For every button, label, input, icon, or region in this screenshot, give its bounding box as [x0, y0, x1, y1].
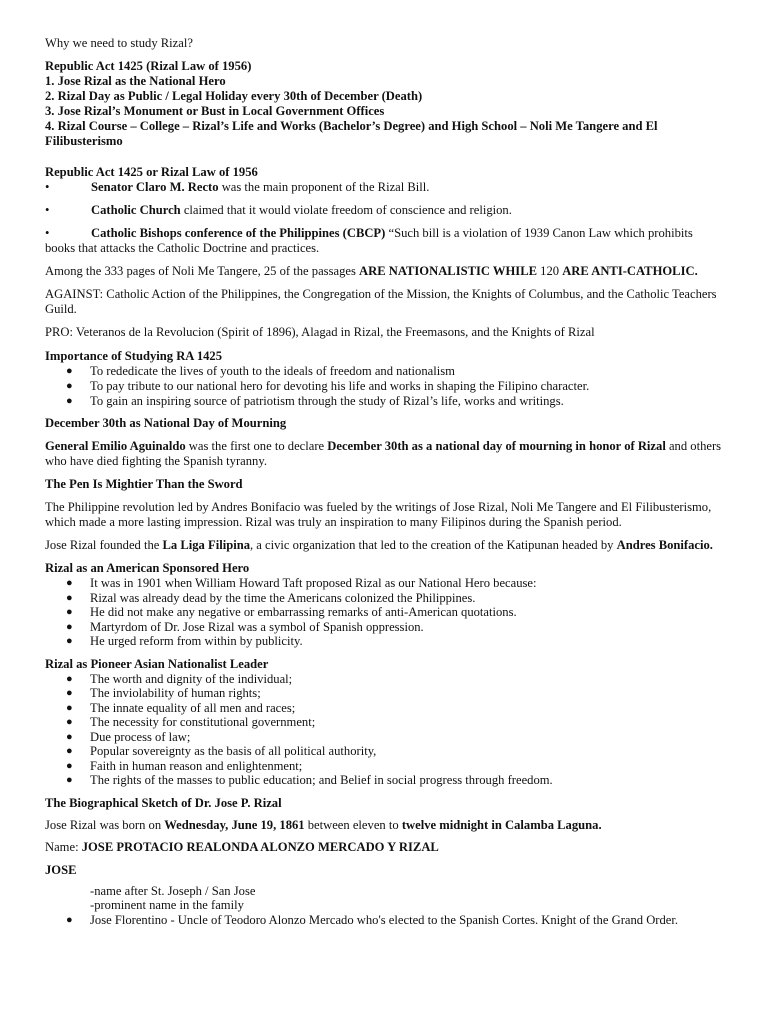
cbcp-line — [45, 226, 725, 256]
recto-line — [45, 180, 725, 195]
noli-pages-para — [45, 264, 725, 279]
list-item-text: The necessity for constitutional government; — [90, 715, 316, 729]
pen-para: The Philippine revolution led by Andres Bonifacio was fueled by the writings of Jose Rizal, Noli Me Tangere and El Filibusterismo, which made a more lasting impression. Rizal was truly an inspiration to many Filipinos during the Spanish period. — [45, 500, 712, 529]
noli-pages-bold-1: ARE NATIONALISTIC WHILE — [359, 264, 538, 278]
list-item — [45, 364, 725, 379]
bullet-icon: ● — [66, 774, 73, 786]
list-item-text: He did not make any negative or embarrassing remarks of anti-American quotations. — [90, 605, 517, 619]
list-item — [45, 620, 725, 635]
list-item — [45, 744, 725, 759]
bullet-icon: ● — [66, 730, 73, 743]
list-item-text: Rizal was already dead by the time the Americans colonized the Philippines. — [90, 590, 476, 605]
list-item — [45, 686, 725, 701]
bullet-icon: ● — [66, 606, 73, 618]
list-item — [45, 730, 725, 745]
list-item — [45, 913, 725, 928]
bullet-icon: ● — [66, 716, 73, 728]
bullet-icon: ● — [66, 620, 73, 633]
liga-mid: , a civic organization that led to the creation of the Katipunan headed by — [250, 538, 617, 552]
cbcp-name: Catholic Bishops conference of the Philippines (CBCP) — [91, 226, 386, 240]
bullet-icon: ● — [66, 745, 73, 757]
mourning-bold: December 30th as a national day of mourning in honor of Rizal — [327, 439, 666, 453]
asian-list — [45, 672, 725, 788]
liga-para — [45, 538, 725, 553]
recto-name: Senator Claro M. Recto — [91, 180, 219, 194]
against-para: AGAINST: Catholic Action of the Philippines, the Congregation of the Mission, the Knights of Columbus, and the Catholic Teachers Guild. — [45, 287, 717, 316]
church-line — [45, 203, 725, 218]
aguinaldo-name: General Emilio Aguinaldo — [45, 439, 186, 453]
bullet-mark: • — [45, 203, 50, 217]
mourning-text: was the first one to declare — [185, 439, 328, 453]
ra-provisions-list — [45, 74, 725, 149]
bullet-mark: • — [45, 226, 50, 240]
bullet-icon: ● — [66, 913, 73, 926]
importance-list — [45, 364, 725, 409]
bullet-icon: ● — [66, 687, 73, 699]
importance-heading: Importance of Studying RA 1425 — [45, 349, 223, 363]
list-item-text: Martyrdom of Dr. Jose Rizal was a symbol of Spanish oppression. — [90, 619, 424, 634]
list-item — [45, 576, 725, 591]
list-item — [45, 379, 725, 394]
list-item-text: He urged reform from within by publicity. — [90, 634, 303, 648]
list-item-text: The rights of the masses to public education; and Belief in social progress through freedom. — [90, 773, 553, 787]
bullet-mark: • — [45, 180, 50, 194]
list-item — [45, 701, 725, 716]
cbcp-text: “Such bill is a violation of 1939 Canon Law which prohibits books that attacks the Catholic Doctrine and practices. — [45, 226, 693, 255]
list-item — [45, 773, 725, 788]
list-item — [45, 394, 725, 409]
noli-pages-count: 120 — [537, 264, 563, 278]
bullet-icon: ● — [66, 591, 73, 604]
mourning-para — [45, 439, 725, 469]
ra-provision-2: 2. Rizal Day as Public / Legal Holiday every 30th of December (Death) — [45, 89, 423, 103]
document-page — [45, 36, 725, 927]
liga-text: Jose Rizal founded the — [45, 538, 163, 552]
born-text: Jose Rizal was born on — [45, 817, 165, 832]
american-list — [45, 576, 725, 649]
jose-list — [45, 913, 725, 928]
church-text: claimed that it would violate freedom of conscience and religion. — [180, 203, 512, 217]
list-item-text: It was in 1901 when William Howard Taft proposed Rizal as our National Hero because: — [90, 576, 537, 590]
born-place: twelve midnight in Calamba Laguna. — [401, 817, 602, 832]
jose-note-1: -name after St. Joseph / San Jose — [90, 883, 256, 898]
bullet-icon: ● — [66, 701, 73, 714]
noli-pages-bold-2: ARE ANTI-CATHOLIC. — [562, 264, 698, 278]
list-item — [45, 759, 725, 774]
list-item-text: Due process of law; — [90, 729, 191, 744]
name-line — [45, 840, 725, 855]
list-item-text: Faith in human reason and enlightenment; — [90, 758, 303, 773]
bullet-icon: ● — [66, 672, 73, 685]
pen-heading: The Pen Is Mightier Than the Sword — [45, 477, 243, 491]
bullet-icon: ● — [66, 365, 73, 377]
bio-heading: The Biographical Sketch of Dr. Jose P. Rizal — [45, 795, 282, 810]
list-item-text: To rededicate the lives of youth to the ideals of freedom and nationalism — [90, 364, 455, 378]
list-item — [45, 715, 725, 730]
full-name: JOSE PROTACIO REALONDA ALONZO MERCADO Y RIZAL — [81, 839, 439, 854]
noli-pages-text: Among the 333 pages of Noli Me Tangere, 25 of the passages — [45, 264, 360, 278]
bullet-icon: ● — [66, 635, 73, 647]
ra-provision-1: 1. Jose Rizal as the National Hero — [45, 74, 226, 88]
church-name: Catholic Church — [91, 203, 181, 217]
list-item — [45, 605, 725, 620]
mourning-heading: December 30th as National Day of Mourning — [45, 416, 287, 430]
list-item-text: The worth and dignity of the individual; — [90, 671, 293, 686]
pro-para: PRO: Veteranos de la Revolucion (Spirit of 1896), Alagad in Rizal, the Freemasons, and the Knights of Rizal — [45, 325, 595, 339]
bullet-icon: ● — [66, 577, 73, 589]
name-label: Name: — [45, 839, 82, 854]
american-heading: Rizal as an American Sponsored Hero — [45, 561, 250, 575]
bullet-icon: ● — [66, 380, 73, 392]
ra-provision-4: 4. Rizal Course – College – Rizal’s Life and Works (Bachelor’s Degree) and High School – Noli Me Tangere and El Filibusterismo — [45, 119, 658, 148]
bullet-icon: ● — [66, 395, 73, 407]
recto-text: was the main proponent of the Rizal Bill. — [218, 180, 430, 194]
born-mid: between eleven to — [304, 817, 402, 832]
ra2-heading: Republic Act 1425 or Rizal Law of 1956 — [45, 165, 258, 179]
asian-heading: Rizal as Pioneer Asian Nationalist Leader — [45, 656, 269, 671]
bullet-icon: ● — [66, 759, 73, 772]
liga-name: La Liga Filipina — [162, 538, 250, 552]
mourning-rest: and others who have died fighting the Spanish tyranny. — [45, 439, 722, 468]
jose-heading: JOSE — [45, 862, 77, 877]
list-item — [45, 591, 725, 606]
list-item-text: The innate equality of all men and races; — [90, 700, 296, 715]
bonifacio-name: Andres Bonifacio. — [616, 538, 713, 552]
list-item-text: The inviolability of human rights; — [90, 686, 261, 700]
list-item-text: To gain an inspiring source of patriotism through the study of Rizal’s life, works and writings. — [90, 394, 564, 408]
jose-note-2: -prominent name in the family — [90, 898, 244, 912]
born-para — [45, 818, 725, 833]
document-title: Why we need to study Rizal? — [45, 36, 193, 50]
ra-provision-3: 3. Jose Rizal’s Monument or Bust in Local Government Offices — [45, 104, 385, 118]
list-item-text: Jose Florentino - Uncle of Teodoro Alonzo Mercado who's elected to the Spanish Cortes. Knight of the Grand Order. — [90, 912, 679, 927]
list-item — [45, 634, 725, 649]
ra-heading: Republic Act 1425 (Rizal Law of 1956) — [45, 59, 252, 73]
list-item-text: To pay tribute to our national hero for devoting his life and works in shaping the Filipino character. — [90, 379, 590, 393]
born-date: Wednesday, June 19, 1861 — [164, 817, 305, 832]
list-item — [45, 672, 725, 687]
list-item-text: Popular sovereignty as the basis of all political authority, — [90, 744, 377, 758]
